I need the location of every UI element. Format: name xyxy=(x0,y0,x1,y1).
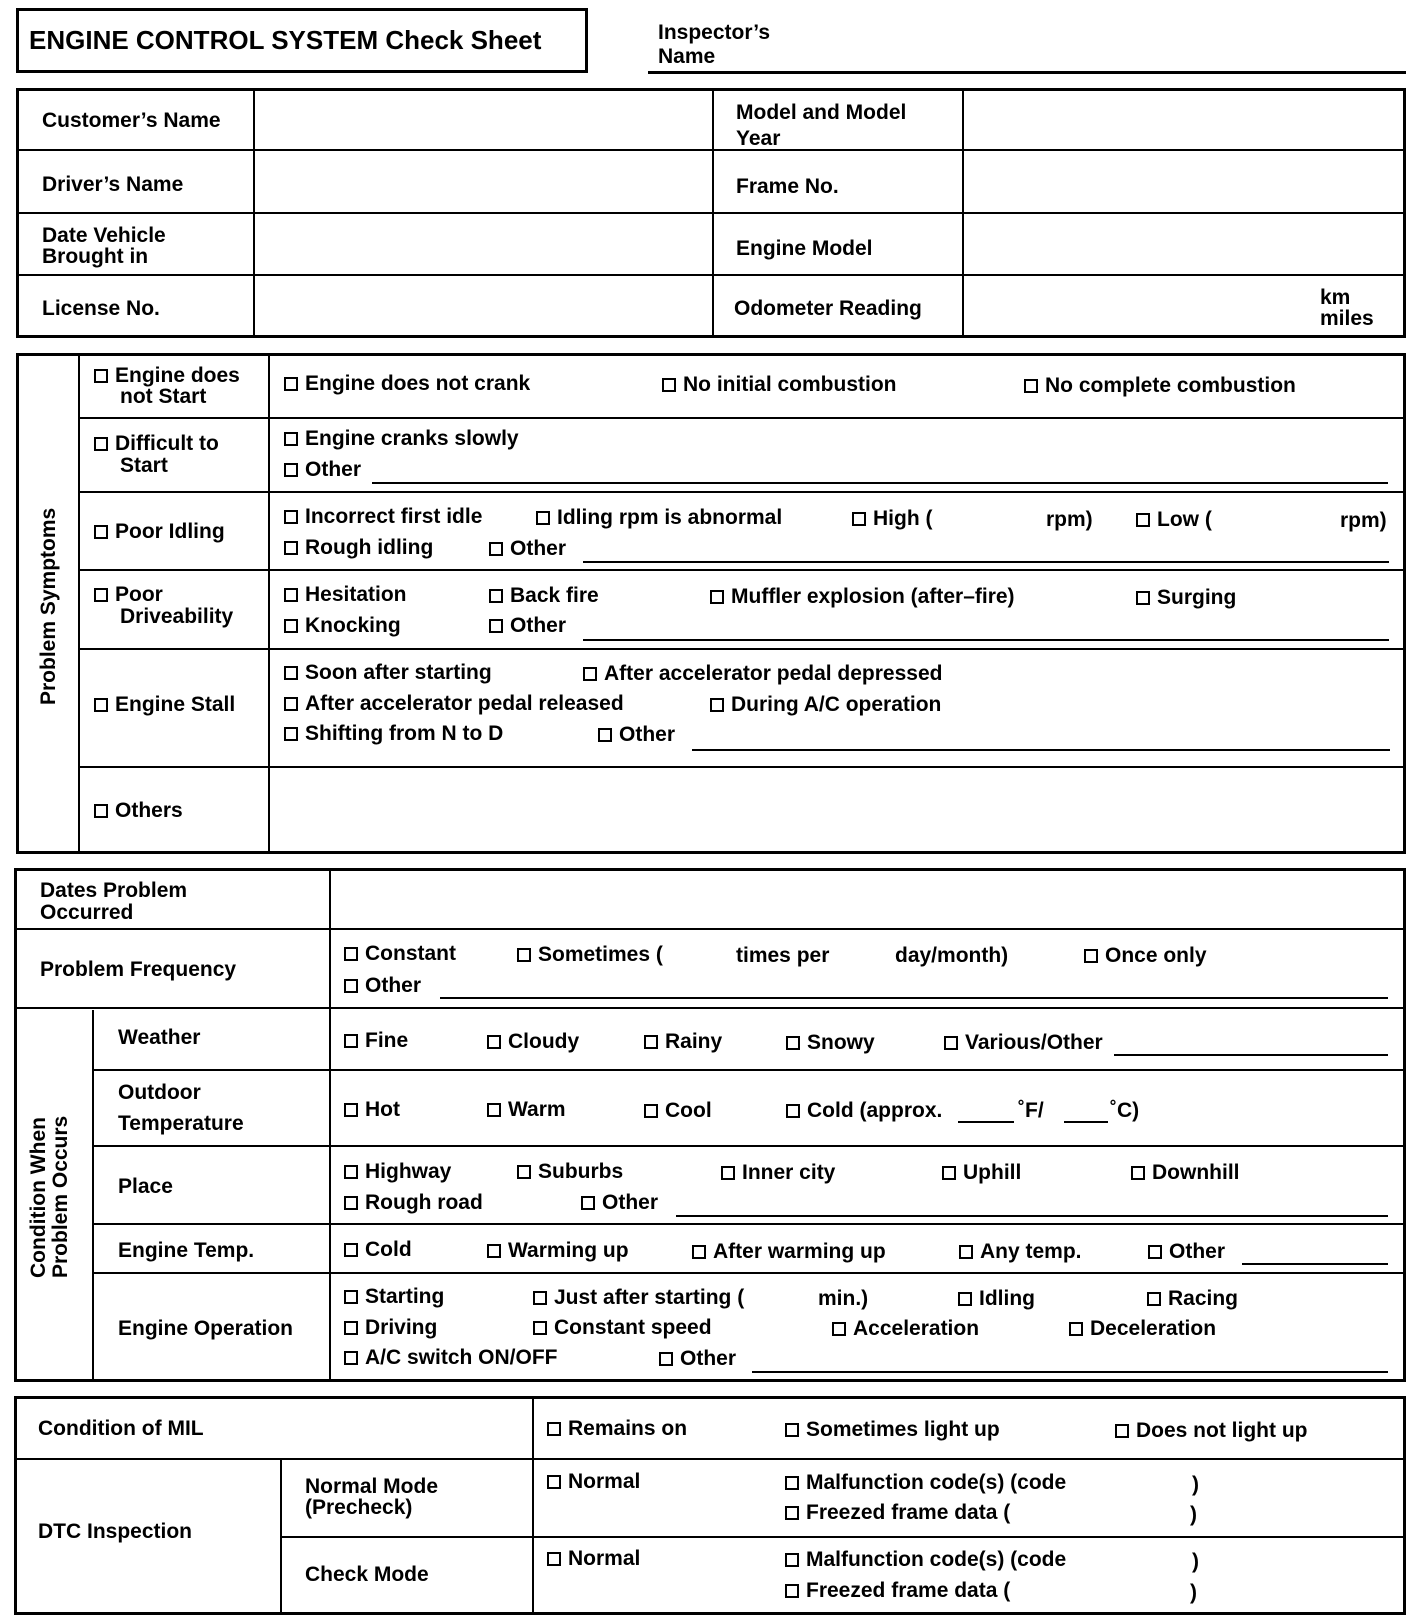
checkbox-icon xyxy=(284,510,298,524)
checkbox-icon xyxy=(94,588,108,602)
high-rpm-close: rpm) xyxy=(1046,508,1093,531)
checkbox-label: Other xyxy=(680,1347,737,1370)
sometimes-checkbox[interactable] xyxy=(517,944,663,966)
checkbox-label: Inner city xyxy=(742,1161,836,1184)
fine-checkbox[interactable] xyxy=(344,1030,408,1052)
day-month-label: day/month) xyxy=(895,944,1009,967)
place-other-field[interactable] xyxy=(676,1215,1388,1217)
checkbox-label: Warm xyxy=(508,1098,566,1121)
fahrenheit-field[interactable] xyxy=(958,1121,1014,1123)
checkbox-label: Fine xyxy=(365,1029,409,1052)
model-year-label-2: Year xyxy=(736,127,781,150)
checkbox-label: Starting xyxy=(365,1285,445,1308)
acceleration-checkbox[interactable] xyxy=(832,1318,979,1340)
checkbox-icon xyxy=(284,619,298,633)
normal-freezed-close: ) xyxy=(1190,1503,1197,1526)
does-not-light-up-checkbox[interactable] xyxy=(1115,1420,1307,1442)
inspector-name-line[interactable] xyxy=(648,71,1406,74)
checkbox-label: Any temp. xyxy=(980,1240,1082,1263)
checkbox-icon xyxy=(94,525,108,539)
deg-f-label: ˚F/ xyxy=(1018,1099,1044,1122)
checkbox-icon xyxy=(94,437,108,451)
operation-other-field[interactable] xyxy=(752,1371,1388,1373)
checkbox-icon xyxy=(721,1166,735,1180)
hot-checkbox[interactable] xyxy=(344,1099,400,1121)
checkbox-label: Engine does not crank xyxy=(305,372,531,395)
checkbox-label: Does not light up xyxy=(1136,1419,1308,1442)
engine-stall-checkbox[interactable] xyxy=(94,694,235,716)
checkbox-icon xyxy=(1147,1292,1161,1306)
checkbox-label: Rough road xyxy=(365,1191,483,1214)
low-rpm-close: rpm) xyxy=(1340,509,1387,532)
checkbox-label: Soon after starting xyxy=(305,661,492,684)
normal-mode-freezed-checkbox[interactable] xyxy=(785,1502,1010,1524)
checkbox-icon xyxy=(659,1352,673,1366)
checkbox-icon xyxy=(487,1035,501,1049)
checkbox-label: Other xyxy=(305,458,362,481)
driver-name-label: Driver’s Name xyxy=(42,173,184,196)
checkbox-icon xyxy=(785,1423,799,1437)
checkbox-label: Malfunction code(s) (code xyxy=(806,1548,1067,1571)
checkbox-label: During A/C operation xyxy=(731,693,942,716)
check-freezed-close: ) xyxy=(1190,1581,1197,1604)
checkbox-icon xyxy=(547,1475,561,1489)
checkbox-label: Uphill xyxy=(963,1161,1022,1184)
checkbox-icon xyxy=(344,979,358,993)
outdoor-temp-label-1: Outdoor xyxy=(118,1081,201,1104)
normal-mode-normal-checkbox[interactable] xyxy=(547,1471,640,1493)
checkbox-label: Other xyxy=(619,723,676,746)
checkbox-icon xyxy=(533,1321,547,1335)
checkbox-icon xyxy=(786,1036,800,1050)
check-malfunction-close: ) xyxy=(1192,1550,1199,1573)
checkbox-icon xyxy=(284,697,298,711)
during-ac-operation-checkbox[interactable] xyxy=(710,694,941,716)
frame-no-label: Frame No. xyxy=(736,175,839,198)
checkbox-icon xyxy=(344,1165,358,1179)
stall-other-field[interactable] xyxy=(692,749,1390,751)
checkbox-icon xyxy=(644,1035,658,1049)
various-other-checkbox[interactable] xyxy=(944,1032,1103,1054)
checkbox-label: Knocking xyxy=(305,614,401,637)
min-label: min.) xyxy=(818,1287,869,1310)
date-brought-field[interactable] xyxy=(256,215,710,272)
engine-temp-other-field[interactable] xyxy=(1242,1263,1388,1265)
checkbox-label: Idling xyxy=(979,1287,1035,1310)
checkbox-icon xyxy=(1136,513,1150,527)
poor-idling-checkbox[interactable] xyxy=(94,521,225,543)
checkbox-icon xyxy=(489,619,503,633)
checkbox-label: Cool xyxy=(665,1099,712,1122)
checkbox-icon xyxy=(344,947,358,961)
checkbox-icon xyxy=(344,1351,358,1365)
downhill-checkbox[interactable] xyxy=(1131,1162,1240,1184)
checkbox-icon xyxy=(487,1244,501,1258)
no-initial-combustion-checkbox[interactable] xyxy=(662,374,897,396)
deceleration-checkbox[interactable] xyxy=(1069,1318,1216,1340)
checkbox-icon xyxy=(786,1104,800,1118)
checkbox-label: No initial combustion xyxy=(683,373,897,396)
engine-does-not-start-checkbox[interactable] xyxy=(94,365,240,387)
date-brought-label-1: Date Vehicle xyxy=(42,224,166,247)
times-per-label: times per xyxy=(736,944,830,967)
dates-occurred-label-2: Occurred xyxy=(40,901,134,924)
checkbox-label: Poor xyxy=(115,583,163,606)
engine-temp-other-checkbox[interactable] xyxy=(1148,1241,1225,1263)
after-pedal-released-checkbox[interactable] xyxy=(284,693,624,715)
checkbox-icon xyxy=(1084,949,1098,963)
weather-label: Weather xyxy=(118,1026,201,1049)
constant-speed-checkbox[interactable] xyxy=(533,1317,712,1339)
normal-malfunction-close: ) xyxy=(1192,1473,1199,1496)
checkbox-label: Hesitation xyxy=(305,583,407,606)
dtc-inspection-label: DTC Inspection xyxy=(38,1520,193,1543)
engine-cranks-slowly-checkbox[interactable] xyxy=(284,428,519,450)
checkbox-label: Highway xyxy=(365,1160,452,1183)
shifting-n-to-d-checkbox[interactable] xyxy=(284,723,503,745)
dates-occurred-label-1: Dates Problem xyxy=(40,879,188,902)
checkbox-icon xyxy=(785,1476,799,1490)
uphill-checkbox[interactable] xyxy=(942,1162,1021,1184)
page-title: ENGINE CONTROL SYSTEM Check Sheet xyxy=(29,25,542,55)
checkbox-label: Other xyxy=(510,537,567,560)
checkbox-label: A/C switch ON/OFF xyxy=(365,1346,558,1369)
poor-driveability-checkbox[interactable] xyxy=(94,584,163,606)
checkbox-label: No complete combustion xyxy=(1045,374,1296,397)
driveability-other-field[interactable] xyxy=(583,639,1389,641)
checkbox-label: Cold (approx. xyxy=(807,1099,943,1122)
checkbox-icon xyxy=(344,1103,358,1117)
normal-mode-label-2: (Precheck) xyxy=(305,1496,413,1519)
checkbox-icon xyxy=(785,1584,799,1598)
checkbox-icon xyxy=(487,1103,501,1117)
checkbox-label: Cold xyxy=(365,1238,412,1261)
normal-mode-malfunction-checkbox[interactable] xyxy=(785,1472,1066,1494)
checkbox-icon xyxy=(581,1196,595,1210)
outdoor-temp-label-2: Temperature xyxy=(118,1112,244,1135)
checkbox-label: Other xyxy=(602,1191,659,1214)
checkbox-label: Snowy xyxy=(807,1031,875,1054)
snowy-checkbox[interactable] xyxy=(786,1032,875,1054)
checkbox-icon xyxy=(644,1104,658,1118)
checkbox-label: Engine Stall xyxy=(115,693,236,716)
checkbox-label: High ( xyxy=(873,507,933,530)
soon-after-starting-checkbox[interactable] xyxy=(284,662,492,684)
after-pedal-depressed-checkbox[interactable] xyxy=(583,663,942,685)
checkbox-label: Freezed frame data ( xyxy=(806,1501,1011,1524)
suburbs-checkbox[interactable] xyxy=(517,1161,623,1183)
knocking-checkbox[interactable] xyxy=(284,615,401,637)
customer-name-label: Customer’s Name xyxy=(42,109,221,132)
cool-checkbox[interactable] xyxy=(644,1100,712,1122)
model-year-field[interactable] xyxy=(965,92,1403,147)
checkbox-icon xyxy=(710,698,724,712)
difficult-other-field[interactable] xyxy=(372,482,1388,484)
customer-name-field[interactable] xyxy=(256,92,710,147)
poor-driveability-label-2: Driveability xyxy=(120,605,234,628)
checkbox-icon xyxy=(958,1292,972,1306)
difficult-to-start-label-2: Start xyxy=(120,454,168,477)
checkbox-label: Sometimes ( xyxy=(538,943,663,966)
check-mode-freezed-checkbox[interactable] xyxy=(785,1580,1010,1602)
checkbox-label: Suburbs xyxy=(538,1160,624,1183)
condition-of-mil-label: Condition of MIL xyxy=(38,1417,204,1440)
checkbox-icon xyxy=(785,1553,799,1567)
various-other-field[interactable] xyxy=(1114,1054,1388,1056)
checkbox-icon xyxy=(1024,379,1038,393)
checkbox-label: Back fire xyxy=(510,584,599,607)
checkbox-label: Surging xyxy=(1157,586,1237,609)
racing-checkbox[interactable] xyxy=(1147,1288,1238,1310)
idling-other-checkbox[interactable] xyxy=(489,538,566,560)
difficult-to-start-checkbox[interactable] xyxy=(94,433,219,455)
checkbox-icon xyxy=(942,1166,956,1180)
checkbox-icon xyxy=(1131,1166,1145,1180)
check-mode-normal-checkbox[interactable] xyxy=(547,1548,640,1570)
problem-symptoms-side-label: Problem Symptoms xyxy=(37,507,60,705)
starting-checkbox[interactable] xyxy=(344,1286,444,1308)
others-checkbox[interactable] xyxy=(94,800,183,822)
license-no-field[interactable] xyxy=(256,277,710,335)
normal-mode-label-1: Normal Mode xyxy=(305,1475,439,1498)
model-year-label-1: Model and Model xyxy=(736,101,907,124)
license-no-label: License No. xyxy=(42,297,160,320)
warm-checkbox[interactable] xyxy=(487,1099,566,1121)
odometer-label: Odometer Reading xyxy=(734,297,922,320)
no-complete-combustion-checkbox[interactable] xyxy=(1024,375,1296,397)
date-brought-label-2: Brought in xyxy=(42,245,149,268)
engine-does-not-start-label-2: not Start xyxy=(120,385,207,408)
frame-no-field[interactable] xyxy=(965,152,1403,210)
checkbox-icon xyxy=(284,727,298,741)
rough-road-checkbox[interactable] xyxy=(344,1192,483,1214)
checkbox-label: After accelerator pedal released xyxy=(305,692,624,715)
checkbox-label: Freezed frame data ( xyxy=(806,1579,1011,1602)
celsius-field[interactable] xyxy=(1064,1121,1108,1123)
checkbox-label: Constant xyxy=(365,942,456,965)
constant-checkbox[interactable] xyxy=(344,943,456,965)
driveability-other-checkbox[interactable] xyxy=(489,615,566,637)
checkbox-icon xyxy=(284,463,298,477)
checkbox-label: Deceleration xyxy=(1090,1317,1217,1340)
deg-c-label: ˚C) xyxy=(1110,1099,1140,1122)
checkbox-label: Other xyxy=(510,614,567,637)
checkbox-label: Just after starting ( xyxy=(554,1286,745,1309)
checkbox-label: Cloudy xyxy=(508,1030,580,1053)
checkbox-icon xyxy=(583,667,597,681)
checkbox-label: Normal xyxy=(568,1547,641,1570)
checkbox-label: Driving xyxy=(365,1316,438,1339)
checkbox-icon xyxy=(284,541,298,555)
checkbox-icon xyxy=(1148,1245,1162,1259)
checkbox-label: Engine does xyxy=(115,364,240,387)
checkbox-icon xyxy=(692,1245,706,1259)
checkbox-icon xyxy=(536,511,550,525)
checkbox-label: Normal xyxy=(568,1470,641,1493)
rainy-checkbox[interactable] xyxy=(644,1031,722,1053)
checkbox-icon xyxy=(284,432,298,446)
checkbox-label: Engine cranks slowly xyxy=(305,427,519,450)
after-warming-up-checkbox[interactable] xyxy=(692,1241,886,1263)
checkbox-icon xyxy=(547,1422,561,1436)
idling-rpm-abnormal-checkbox[interactable] xyxy=(536,507,782,529)
checkbox-icon xyxy=(832,1322,846,1336)
condition-side-label-1: Condition When xyxy=(27,1117,50,1278)
difficult-other-checkbox[interactable] xyxy=(284,459,361,481)
hesitation-checkbox[interactable] xyxy=(284,584,407,606)
checkbox-icon xyxy=(1136,591,1150,605)
back-fire-checkbox[interactable] xyxy=(489,585,599,607)
just-after-starting-checkbox[interactable] xyxy=(533,1287,744,1309)
checkbox-icon xyxy=(710,590,724,604)
engine-operation-label: Engine Operation xyxy=(118,1317,294,1340)
problem-frequency-label: Problem Frequency xyxy=(40,958,237,981)
inspector-label-2: Name xyxy=(658,45,716,68)
checkbox-icon xyxy=(344,1034,358,1048)
frequency-other-field[interactable] xyxy=(440,997,1388,999)
idling-low-checkbox[interactable] xyxy=(1136,509,1212,531)
sometimes-light-up-checkbox[interactable] xyxy=(785,1419,1000,1441)
engine-cold-checkbox[interactable] xyxy=(344,1239,412,1261)
checkbox-icon xyxy=(344,1196,358,1210)
rough-idling-checkbox[interactable] xyxy=(284,537,433,559)
checkbox-icon xyxy=(284,588,298,602)
checkbox-label: Malfunction code(s) (code xyxy=(806,1471,1067,1494)
ac-switch-checkbox[interactable] xyxy=(344,1347,558,1369)
checkbox-icon xyxy=(959,1245,973,1259)
checkbox-icon xyxy=(944,1036,958,1050)
driver-name-field[interactable] xyxy=(256,152,710,210)
idling-high-checkbox[interactable] xyxy=(852,508,932,530)
checkbox-icon xyxy=(517,1165,531,1179)
checkbox-icon xyxy=(662,378,676,392)
checkbox-icon xyxy=(94,369,108,383)
checkbox-label: Sometimes light up xyxy=(806,1418,1000,1441)
idling-other-field[interactable] xyxy=(583,561,1389,563)
checkbox-label: Poor Idling xyxy=(115,520,225,543)
check-mode-label: Check Mode xyxy=(305,1563,429,1586)
checkbox-icon xyxy=(344,1290,358,1304)
condition-side-label-2: Problem Occurs xyxy=(49,1115,72,1278)
checkbox-icon xyxy=(344,1243,358,1257)
checkbox-label: Remains on xyxy=(568,1417,688,1440)
checkbox-icon xyxy=(284,377,298,391)
checkbox-label: Other xyxy=(1169,1240,1226,1263)
checkbox-icon xyxy=(785,1506,799,1520)
checkbox-icon xyxy=(1115,1424,1129,1438)
checkbox-label: Idling rpm is abnormal xyxy=(557,506,783,529)
dates-occurred-field[interactable] xyxy=(333,872,1403,926)
inspector-label-1: Inspector’s xyxy=(658,21,771,44)
checkbox-icon xyxy=(547,1552,561,1566)
checkbox-label: Low ( xyxy=(1157,508,1212,531)
engine-temp-label: Engine Temp. xyxy=(118,1239,255,1262)
checkbox-label: Various/Other xyxy=(965,1031,1103,1054)
engine-model-label: Engine Model xyxy=(736,237,873,260)
checkbox-icon xyxy=(1069,1322,1083,1336)
checkbox-label: Downhill xyxy=(1152,1161,1240,1184)
checkbox-icon xyxy=(94,804,108,818)
place-label: Place xyxy=(118,1175,173,1198)
operation-other-checkbox[interactable] xyxy=(659,1348,736,1370)
stall-other-checkbox[interactable] xyxy=(598,724,675,746)
remains-on-checkbox[interactable] xyxy=(547,1418,687,1440)
checkbox-label: Rainy xyxy=(665,1030,723,1053)
checkbox-label: Racing xyxy=(1168,1287,1239,1310)
km-label: km xyxy=(1320,286,1351,309)
checkbox-icon xyxy=(489,589,503,603)
odometer-field[interactable] xyxy=(965,277,1305,335)
checkbox-icon xyxy=(94,698,108,712)
checkbox-label: Shifting from N to D xyxy=(305,722,504,745)
once-only-checkbox[interactable] xyxy=(1084,945,1207,967)
checkbox-icon xyxy=(598,728,612,742)
cold-approx-checkbox[interactable] xyxy=(786,1100,942,1122)
checkbox-label: Acceleration xyxy=(853,1317,980,1340)
checkbox-label: Once only xyxy=(1105,944,1207,967)
engine-does-not-crank-checkbox[interactable] xyxy=(284,373,530,395)
miles-label: miles xyxy=(1320,307,1374,330)
highway-checkbox[interactable] xyxy=(344,1161,451,1183)
checkbox-label: After accelerator pedal depressed xyxy=(604,662,943,685)
place-other-checkbox[interactable] xyxy=(581,1192,658,1214)
checkbox-label: Other xyxy=(365,974,422,997)
checkbox-label: Rough idling xyxy=(305,536,434,559)
frequency-other-checkbox[interactable] xyxy=(344,975,421,997)
others-field[interactable] xyxy=(272,770,1402,850)
any-temp-checkbox[interactable] xyxy=(959,1241,1082,1263)
checkbox-label: Incorrect first idle xyxy=(305,505,483,528)
surging-checkbox[interactable] xyxy=(1136,587,1236,609)
checkbox-icon xyxy=(489,542,503,556)
checkbox-label: Muffler explosion (after–fire) xyxy=(731,585,1015,608)
checkbox-label: Hot xyxy=(365,1098,400,1121)
checkbox-icon xyxy=(852,512,866,526)
checkbox-label: Difficult to xyxy=(115,432,219,455)
idling-checkbox[interactable] xyxy=(958,1288,1035,1310)
incorrect-first-idle-checkbox[interactable] xyxy=(284,506,482,528)
inner-city-checkbox[interactable] xyxy=(721,1162,835,1184)
checkbox-icon xyxy=(517,948,531,962)
cloudy-checkbox[interactable] xyxy=(487,1031,579,1053)
muffler-explosion-checkbox[interactable] xyxy=(710,586,1015,608)
checkbox-label: Others xyxy=(115,799,183,822)
checkbox-icon xyxy=(344,1321,358,1335)
checkbox-icon xyxy=(284,666,298,680)
checkbox-label: Constant speed xyxy=(554,1316,712,1339)
checkbox-icon xyxy=(533,1291,547,1305)
checkbox-label: After warming up xyxy=(713,1240,886,1263)
check-mode-malfunction-checkbox[interactable] xyxy=(785,1549,1066,1571)
checkbox-label: Warming up xyxy=(508,1239,629,1262)
engine-model-field[interactable] xyxy=(965,215,1403,272)
warming-up-checkbox[interactable] xyxy=(487,1240,629,1262)
driving-checkbox[interactable] xyxy=(344,1317,437,1339)
